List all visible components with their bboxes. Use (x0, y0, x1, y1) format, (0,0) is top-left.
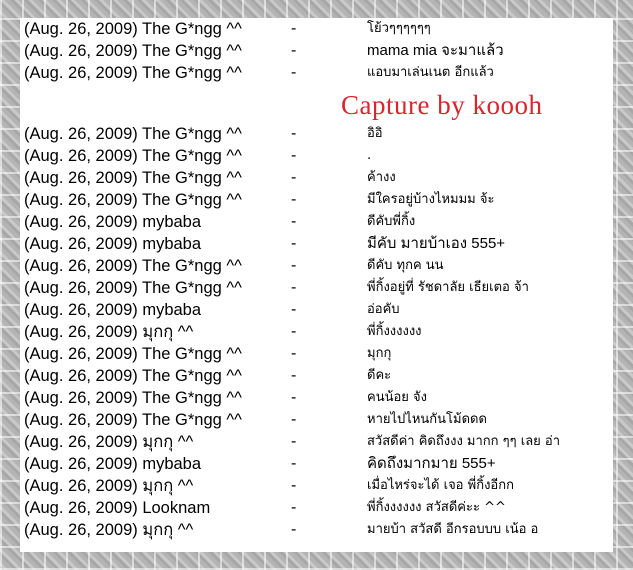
chat-row (20, 40, 613, 62)
chat-message: อ่อคับ (367, 302, 400, 317)
chat-separator: - (291, 455, 297, 472)
chat-row (20, 189, 613, 211)
chat-sender: (Aug. 26, 2009) The G*ngg ^^ (24, 411, 242, 429)
chat-row (20, 409, 613, 431)
chat-message: . (367, 148, 372, 163)
chat-separator: - (291, 521, 297, 538)
chat-message: พี่กิ้งงงงงง (367, 324, 422, 339)
chat-message: มุกกุ (367, 346, 392, 361)
chat-message: พี่กิ้งอยู่ที่ รัชดาลัย เธียเตอ จ้า (367, 280, 529, 295)
chat-separator: - (291, 499, 297, 516)
chat-row (20, 167, 613, 189)
chat-sender: (Aug. 26, 2009) The G*ngg ^^ (24, 169, 242, 187)
chat-separator: - (291, 367, 297, 384)
chat-sender: (Aug. 26, 2009) The G*ngg ^^ (24, 257, 242, 275)
chat-row (20, 431, 613, 453)
chat-sender: (Aug. 26, 2009) mybaba (24, 455, 202, 473)
chat-separator: - (291, 64, 297, 81)
chat-row (20, 299, 613, 321)
chat-message: ดีคับพี่กิ้ง (367, 214, 416, 229)
chat-separator: - (291, 42, 297, 59)
chat-separator: - (291, 191, 297, 208)
chat-separator: - (291, 213, 297, 230)
chat-separator: - (291, 279, 297, 296)
chat-separator: - (291, 125, 297, 142)
chat-row (20, 145, 613, 167)
chat-sender: (Aug. 26, 2009) The G*ngg ^^ (24, 64, 242, 82)
chat-row (20, 497, 613, 519)
chat-row (20, 453, 613, 475)
chat-sender: (Aug. 26, 2009) The G*ngg ^^ (24, 42, 242, 60)
chat-sender: (Aug. 26, 2009) The G*ngg ^^ (24, 345, 242, 363)
chat-message: mama mia จะมาแล้ว (367, 42, 504, 59)
chat-separator: - (291, 411, 297, 428)
chat-row (20, 519, 613, 541)
chat-sender: (Aug. 26, 2009) mybaba (24, 213, 202, 231)
chat-message: มีใครอยู่บ้างไหมมม จ้ะ (367, 192, 495, 207)
chat-separator: - (291, 235, 297, 252)
chat-row (20, 277, 613, 299)
chat-sender: (Aug. 26, 2009) มุกกุ ^^ (24, 521, 194, 539)
chat-separator: - (291, 389, 297, 406)
chat-separator: - (291, 147, 297, 164)
chat-sender: (Aug. 26, 2009) Looknam (24, 499, 211, 517)
chat-separator: - (291, 323, 297, 340)
chat-row (20, 475, 613, 497)
chat-sender: (Aug. 26, 2009) The G*ngg ^^ (24, 20, 242, 38)
chat-sender: (Aug. 26, 2009) mybaba (24, 301, 202, 319)
chat-row (20, 211, 613, 233)
chat-message: สวัสดีค่า คิดถึงงง มากก ๆๆ เลย อ่า (367, 434, 561, 449)
chat-sender: (Aug. 26, 2009) The G*ngg ^^ (24, 191, 242, 209)
chat-separator: - (291, 433, 297, 450)
chat-message: แอบมาเล่นเนต อีกแล้ว (367, 65, 494, 80)
chat-message: คิดถึงมากมาย 555+ (367, 455, 496, 472)
chat-row (20, 62, 613, 84)
chat-message: ค้างง (367, 170, 396, 185)
chat-message: ดีคะ (367, 368, 392, 383)
chat-message: หายไปไหนกันโม้ดดด (367, 412, 487, 427)
chat-separator: - (291, 20, 297, 37)
chat-sender: (Aug. 26, 2009) มุกกุ ^^ (24, 323, 194, 341)
chat-separator: - (291, 169, 297, 186)
chat-row (20, 18, 613, 40)
chat-sender: (Aug. 26, 2009) มุกกุ ^^ (24, 433, 194, 451)
chat-message: ดีคับ ทุกค นน (367, 258, 444, 273)
chat-sender: (Aug. 26, 2009) The G*ngg ^^ (24, 147, 242, 165)
chat-log-panel (20, 18, 613, 552)
chat-row (20, 233, 613, 255)
chat-message: คนน้อย จัง (367, 390, 427, 405)
chat-message: เมื่อไหร่จะได้ เจอ พี่กิ้งอีกก (367, 478, 514, 493)
chat-sender: (Aug. 26, 2009) The G*ngg ^^ (24, 389, 242, 407)
chat-sender: (Aug. 26, 2009) มุกกุ ^^ (24, 477, 194, 495)
chat-row (20, 343, 613, 365)
chat-sender: (Aug. 26, 2009) mybaba (24, 235, 202, 253)
chat-sender: (Aug. 26, 2009) The G*ngg ^^ (24, 125, 242, 143)
chat-sender: (Aug. 26, 2009) The G*ngg ^^ (24, 279, 242, 297)
chat-message: มีคับ มายบ้าเอง 555+ (367, 235, 506, 252)
chat-sender: (Aug. 26, 2009) The G*ngg ^^ (24, 367, 242, 385)
chat-message: โย้วๆๆๆๆๆๆ (367, 21, 431, 36)
chat-row (20, 255, 613, 277)
chat-message: อิอิ (367, 126, 383, 141)
chat-message: พี่กิ้งงงงงง สวัสดีค่ะะ ^^ (367, 500, 506, 515)
chat-row (20, 321, 613, 343)
chat-row (20, 123, 613, 145)
chat-separator: - (291, 301, 297, 318)
chat-separator: - (291, 257, 297, 274)
chat-row (20, 387, 613, 409)
capture-watermark: Capture by koooh (341, 90, 543, 120)
chat-message: มายบ้า สวัสดี อีกรอบบบ เน้อ อ (367, 522, 539, 537)
chat-separator: - (291, 477, 297, 494)
chat-separator: - (291, 345, 297, 362)
chat-row (20, 365, 613, 387)
